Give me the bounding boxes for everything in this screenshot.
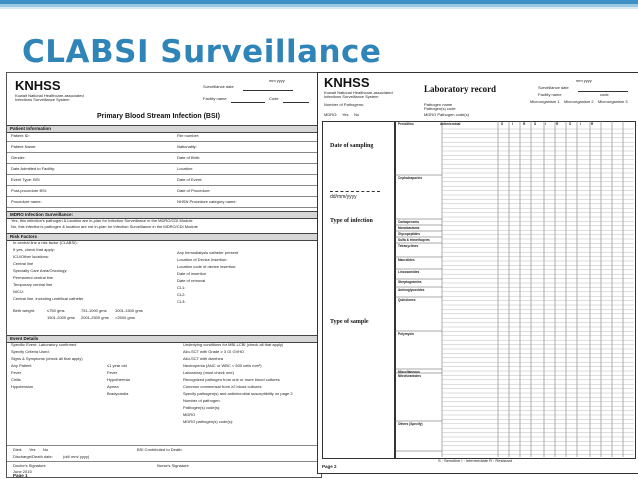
event-right-7: Specify pathogen(s) and antimicrobial susceptibility on page 2 — [183, 391, 293, 396]
section-event-details: Event Details — [7, 335, 321, 343]
drug-class-15: Others (Specify) — [398, 422, 423, 426]
section-patient-info: Patient Information — [7, 125, 321, 133]
event-right-3: Neutropenia (ANC or WBC < 500 cells mm³) — [183, 363, 262, 368]
sir-header-1-0: S — [534, 122, 537, 126]
died-yes[interactable]: Yes — [29, 447, 36, 452]
drug-class-9: Streptogramins — [398, 280, 422, 284]
event-line-3: Any Patient — [11, 363, 32, 368]
patient-field-0: Patient ID: — [11, 133, 30, 138]
drug-class-3: Monobactams — [398, 226, 420, 230]
risk-line-5: Permanent central line — [13, 275, 54, 280]
birth-weight-option-2[interactable]: 1001-1500 gms — [115, 308, 143, 313]
patient-row-divider — [7, 141, 321, 142]
patient-row-divider — [7, 196, 321, 197]
type-sample-label: Type of sample — [330, 319, 369, 325]
drug-class-4: Glycopeptides — [398, 232, 420, 236]
event-right-4: Laboratory (must check one) — [183, 370, 234, 375]
nurse-signature-label: Nurse's Signature — [157, 463, 189, 468]
facility-name-label-2: Facility name — [538, 92, 562, 97]
divider-signatures — [7, 461, 321, 462]
patient-field-4: Event Type: BSI — [11, 177, 40, 182]
section-mdro: MDRO Infection Surveillance: — [7, 211, 321, 219]
mdro-yes-2[interactable]: Yes — [342, 112, 349, 117]
patient-row-divider — [7, 152, 321, 153]
event-right-5: Recognized pathogen from one or more blood cultures — [183, 377, 280, 382]
bsi-form-page-1 — [6, 72, 322, 478]
sir-header-0-1: I — [512, 122, 513, 126]
sir-header-1-2: R — [556, 122, 559, 126]
surveillance-date-field[interactable] — [243, 90, 293, 91]
birth-weight-option-0[interactable]: ≤750 gms — [47, 308, 65, 313]
risk-right-2: Location code of device insertion: — [177, 264, 237, 269]
event-mid-3: Apnea — [107, 384, 119, 389]
risk-line-8: Central line, including umbilical catheter — [13, 296, 84, 301]
risk-line-3: Central line — [13, 261, 34, 266]
drug-class-13: Miscellaneous — [398, 370, 420, 374]
mdro-line-2: No, this infection's pathogen & location are not in-plan for Infection Surveillance in the MDRO/CDI Module — [11, 224, 198, 229]
mm-yyyy-hint-2: mm yyyy — [576, 78, 592, 83]
mdro-label-2: MDRO: — [324, 112, 338, 117]
mdro-code-label: MDRO Pathogen code(s) — [424, 112, 469, 117]
patient-field-3: Date Admitted to Facility: — [11, 166, 56, 171]
patient-row-divider — [7, 174, 321, 175]
risk-line-0: In central line a risk factor (CLABSI): — [13, 240, 78, 245]
birth-weight-label: Birth weight: — [13, 308, 36, 313]
drug-class-5: Sulfa & trimethoprim — [398, 238, 430, 242]
micro-head-1: Microorganism 1 — [530, 99, 560, 104]
event-mid-1: Fever — [107, 370, 118, 375]
patient-field-right-2: Date of Birth: — [177, 155, 201, 160]
risk-right-0: Any hemodialysis catheter present — [177, 250, 239, 255]
mm-yyyy-hint: mm yyyy — [269, 78, 285, 83]
patient-field-1: Patient Name: — [11, 144, 37, 149]
birth-weight-option-5[interactable]: >2500 gms — [115, 315, 135, 320]
pathogen-name-label: Pathogen name — [424, 102, 453, 107]
micro-head-3: Microorganism 3 — [598, 99, 628, 104]
risk-right-1: Location of Device Insertion: — [177, 257, 228, 262]
event-mid-2: Hypothermia — [107, 377, 130, 382]
birth-weight-option-1[interactable]: 751-1000 gms — [81, 308, 107, 313]
risk-right-3: Date of insertion — [177, 271, 207, 276]
sir-legend: S : Sensitive I : Intermediate R : Resistant — [438, 458, 513, 463]
page-2-label: Page 2 — [322, 464, 337, 469]
drug-class-1: Cephalosporins — [398, 176, 423, 180]
patient-row-divider — [7, 163, 321, 164]
risk-right-5: CL1: — [177, 285, 186, 290]
knhss-logo: KNHSS — [15, 78, 61, 93]
doctor-signature-label: Doctor's Signature — [13, 463, 46, 468]
drug-class-10: Aminoglycosides — [398, 288, 425, 292]
died-no[interactable]: No — [43, 447, 49, 452]
knhss2-subtitle-1: Kuwait National Healthcare-associated — [324, 90, 393, 95]
patient-field-right-3: Location: — [177, 166, 194, 171]
patient-field-right-1: Nationality: — [177, 144, 197, 149]
drug-class-7: Macrolides — [398, 258, 415, 262]
drug-class-12: Polymyxin — [398, 332, 414, 336]
event-line-0: Specific Event: Laboratory confirmed — [11, 342, 77, 347]
risk-right-4: Date of removal — [177, 278, 206, 283]
sir-header-0-2: R — [523, 122, 526, 126]
number-pathogen-label: Number of Pathogens: — [324, 102, 365, 107]
birth-weight-option-4[interactable]: 2001-2500 gms — [81, 315, 109, 320]
drug-class-2: Carbapenems — [398, 220, 420, 224]
risk-right-6: CL2: — [177, 292, 186, 297]
bsi-contributed-label: BSI Contributed to Death: — [137, 447, 183, 452]
patient-field-right-5: Date of Procedure: — [177, 188, 211, 193]
event-right-11: MDRO pathogen(s) code(s): — [183, 419, 234, 424]
facility-name-label: Facility name — [203, 96, 227, 101]
event-right-8: Number of pathogen: — [183, 398, 221, 403]
left-label-column — [322, 121, 396, 459]
event-right-1: Allo-SCT with Grade ≥ 3 GI GVHD — [183, 349, 245, 354]
drug-class-14: Nitrofurantoins — [398, 374, 422, 378]
date-sampling-field[interactable] — [330, 191, 380, 192]
knhss-subtitle-2: Infections Surveillance System — [15, 97, 70, 102]
drug-class-6: Tetracyclines — [398, 244, 419, 248]
drug-class-11: Quinolones — [398, 298, 416, 302]
drug-class-8: Lincosamides — [398, 270, 420, 274]
event-right-10: MDRO — [183, 412, 196, 417]
code-label: Code — [269, 96, 279, 101]
mdro-no-2[interactable]: No — [354, 112, 360, 117]
knhss-logo-2: KNHSS — [324, 75, 370, 90]
drug-class-0: Penicillins — [398, 122, 414, 126]
susceptibility-grid-lines — [394, 121, 634, 457]
event-line-5: Chills — [11, 377, 21, 382]
event-right-6: Common commensal from ≥2 blood cultures — [183, 384, 262, 389]
event-line-6: Hypotension — [11, 384, 34, 389]
page-1-label: Page 1 — [13, 473, 28, 478]
type-infection-label: Type of infection — [330, 218, 373, 224]
patient-row-divider — [7, 185, 321, 186]
patient-field-6: Procedure name: — [11, 199, 42, 204]
patient-field-5: Post-procedure BSI: — [11, 188, 48, 193]
event-right-2: Allo-SCT with diarrhea — [183, 356, 223, 361]
top-accent-band-3 — [0, 7, 638, 9]
risk-line-7: NICU: — [13, 289, 24, 294]
date-format-label: dd/mm/yyyy — [330, 194, 357, 200]
facility-name-field[interactable] — [231, 102, 265, 103]
micro-head-2: Microorganism 2 — [564, 99, 594, 104]
event-line-4: Fever — [11, 370, 22, 375]
slide-title: CLABSI Surveillance — [22, 34, 382, 70]
knhss-subtitle-1: Kuwait National Healthcare-associated — [15, 93, 84, 98]
died-label: Died: — [13, 447, 23, 452]
antimicrobial-col-header: Antimicrobial — [440, 122, 461, 126]
patient-field-2: Gender: — [11, 155, 26, 160]
risk-line-6: Temporary central line — [13, 282, 53, 287]
laboratory-record-page-2 — [317, 72, 638, 474]
sir-header-2-2: R — [591, 122, 594, 126]
risk-line-4: Specialty Care Area/Oncology: — [13, 268, 68, 273]
patient-field-right-6: NHSN Procedure category name: — [177, 199, 237, 204]
discharge-date-format: (dd/ mm/ yyyy) — [63, 454, 90, 459]
birth-weight-option-3[interactable]: 1501-2000 gms — [47, 315, 75, 320]
surveillance-date-label: Surveillance date — [203, 84, 234, 89]
code-field[interactable] — [283, 102, 309, 103]
code-label-2: code — [600, 92, 609, 97]
event-line-1: Specify Criteria Used: — [11, 349, 50, 354]
section-risk-factors: Risk Factors — [7, 233, 321, 241]
divider-outcome — [7, 445, 321, 446]
knhss2-subtitle-2: Infections Surveillance System — [324, 94, 379, 99]
sir-header-2-1: I — [580, 122, 581, 126]
patient-row-divider — [7, 207, 321, 208]
event-right-0: Underlying conditions for MBI-LCBI (check all that apply) — [183, 342, 284, 347]
sir-header-1-1: I — [545, 122, 546, 126]
patient-field-right-0: File number: — [177, 133, 200, 138]
date-sampling-label: Date of sampling — [330, 143, 374, 149]
form-title: Primary Blood Stream Infection (BSI) — [97, 113, 220, 120]
event-line-2: Signs & Symptoms (check all that apply) — [11, 356, 83, 361]
risk-line-1: If yes, check that apply: — [13, 247, 55, 252]
pathogen-code-label: Pathogen(s) code — [424, 106, 456, 111]
risk-line-2: ICU/Other locations: — [13, 254, 50, 259]
event-right-9: Pathogen(s) code(s): — [183, 405, 221, 410]
discharge-date-label: Discharge/Death date: — [13, 454, 53, 459]
risk-right-7: CL3: — [177, 299, 186, 304]
event-mid-4: Bradycardia — [107, 391, 129, 396]
laboratory-record-title: Laboratory record — [424, 84, 497, 94]
footer-date: June 2015 — [13, 469, 32, 474]
sir-header-0-0: S — [501, 122, 504, 126]
surveillance-date-label-2: Surveillance date — [538, 85, 569, 90]
sir-header-2-0: S — [569, 122, 572, 126]
event-mid-0: ≤1 year old — [107, 363, 127, 368]
patient-field-right-4: Date of Event: — [177, 177, 203, 182]
mdro-line-1: Yes, this infection's pathogen & location are in-plan for Infection Surveillance in the MDRO/CDI Module — [11, 218, 193, 223]
